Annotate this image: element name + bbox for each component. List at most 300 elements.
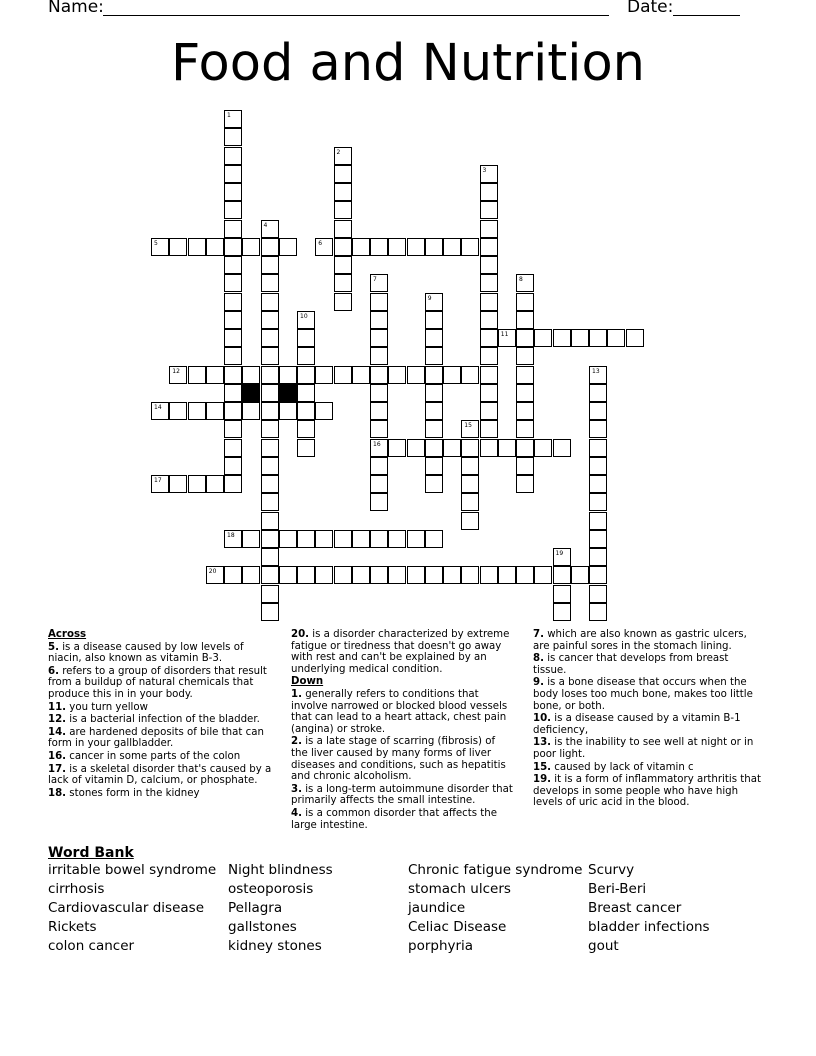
crossword-cell[interactable] [589,402,607,420]
clue-number: 5 [154,239,158,247]
crossword-cell[interactable] [553,439,571,457]
crossword-cell[interactable] [224,201,242,219]
crossword-cell[interactable] [370,566,388,584]
word-bank-item: Celiac Disease [408,919,507,935]
crossword-cell[interactable] [352,238,370,256]
clue-down [291,736,513,782]
clue-num: 9. [533,677,544,689]
clue-down [533,653,763,676]
crossword-cell[interactable] [425,238,443,256]
crossword-cell[interactable] [534,566,552,584]
crossword-cell[interactable] [516,384,534,402]
clue-number: 20 [208,568,217,576]
crossword-cell[interactable] [370,475,388,493]
crossword-cell[interactable] [334,183,352,201]
crossword-cell[interactable] [261,566,279,584]
crossword-cell[interactable] [315,402,333,420]
crossword-cell[interactable] [261,384,279,402]
crossword-cell[interactable] [425,475,443,493]
crossword-cell[interactable] [151,402,169,420]
crossword-cell[interactable] [334,165,352,183]
crossword-cell[interactable] [425,311,443,329]
crossword-cell[interactable] [407,366,425,384]
crossword-cell[interactable] [242,530,260,548]
crossword-cell[interactable] [480,329,498,347]
crossword-cell[interactable] [224,128,242,146]
crossword-cell[interactable] [388,366,406,384]
crossword-cell[interactable] [480,293,498,311]
crossword-cell[interactable] [589,457,607,475]
clue-number: 18 [227,531,235,539]
crossword-cell[interactable] [370,457,388,475]
crossword-cell[interactable] [370,347,388,365]
crossword-cell[interactable] [334,293,352,311]
crossword-cell[interactable] [553,603,571,621]
clue-text: stones form in the kidney [66,787,200,799]
crossword-cell[interactable] [224,457,242,475]
crossword-cell[interactable] [261,585,279,603]
crossword-cell[interactable] [224,256,242,274]
crossword-cell[interactable] [224,384,242,402]
crossword-cell[interactable] [224,475,242,493]
crossword-cell[interactable] [553,548,571,566]
word-bank-item: kidney stones [228,938,322,954]
crossword-cell[interactable] [261,238,279,256]
clue-across [48,764,273,787]
word-bank-item: Rickets [48,919,97,935]
crossword-cell[interactable] [261,512,279,530]
clue-text: caused by lack of vitamin c [551,761,694,773]
crossword-cell[interactable] [188,238,206,256]
crossword-cell[interactable] [242,402,260,420]
crossword-cell[interactable] [589,329,607,347]
crossword-cell[interactable] [242,238,260,256]
crossword-cell[interactable] [334,530,352,548]
crossword-cell[interactable] [480,201,498,219]
clue-number: 10 [300,312,308,320]
crossword-cell[interactable] [480,183,498,201]
clue-num: 16. [48,750,67,762]
crossword-cell[interactable] [425,384,443,402]
crossword-cell[interactable] [498,439,516,457]
crossword-cell[interactable] [169,238,187,256]
crossword-cell[interactable] [370,366,388,384]
crossword-cell[interactable] [261,366,279,384]
crossword-cell[interactable] [589,366,607,384]
crossword-cell[interactable] [443,238,461,256]
crossword-cell[interactable] [224,238,242,256]
date-label: Date: [627,0,674,17]
clue-num: 18. [48,787,67,799]
crossword-cell[interactable] [297,329,315,347]
clue-number: 4 [263,221,268,229]
crossword-cell[interactable] [388,566,406,584]
clue-text: is a late stage of scarring (fibrosis) of the liver caused by many forms of liver diseases and conditions, such as hepatitis and chronic alcoholism. [291,736,506,783]
crossword-cell[interactable] [589,603,607,621]
clue-number: 9 [427,294,432,302]
crossword-cell[interactable] [297,420,315,438]
crossword-cell[interactable] [498,329,516,347]
word-bank-item: Scurvy [588,862,635,878]
word-bank-item: gout [588,938,619,954]
crossword-cell[interactable] [425,329,443,347]
page-title: Food and Nutrition [171,34,645,93]
clue-num: 2. [291,736,302,748]
crossword-cell[interactable] [370,384,388,402]
crossword-cell[interactable] [242,366,260,384]
clue-across [48,714,273,726]
crossword-cell[interactable] [261,256,279,274]
crossword-cell[interactable] [188,402,206,420]
crossword-cell[interactable] [224,293,242,311]
clue-num: 5. [48,641,59,653]
crossword-cell[interactable] [589,566,607,584]
crossword-cell[interactable] [516,420,534,438]
crossword-cell[interactable] [334,566,352,584]
clue-down [533,713,763,736]
clue-number: 13 [592,367,600,375]
crossword-cell[interactable] [370,402,388,420]
clue-number: 3 [482,166,487,174]
crossword-cell[interactable] [370,530,388,548]
crossword-cell[interactable] [553,566,571,584]
clue-num: 11. [48,701,67,713]
crossword-cell[interactable] [261,311,279,329]
word-bank-item: Pellagra [228,900,283,916]
clue-text: is a skeletal disorder that's caused by a lack of vitamin D, calcium, or phosphate. [48,763,272,787]
crossword-cell[interactable] [334,256,352,274]
clue-num: 6. [48,665,59,677]
word-bank-item: Breast cancer [588,900,682,916]
crossword-cell[interactable] [261,493,279,511]
crossword-cell[interactable] [626,329,644,347]
crossword-cell[interactable] [224,165,242,183]
clues-column-3 [533,629,763,810]
crossword-cell[interactable] [334,238,352,256]
word-bank-item: Night blindness [228,862,333,878]
crossword-cell[interactable] [169,402,187,420]
crossword-cell[interactable] [589,475,607,493]
crossword-cell[interactable] [334,201,352,219]
crossword-cell[interactable] [516,329,534,347]
crossword-cell[interactable] [370,329,388,347]
clue-num: 8. [533,653,544,665]
crossword-cell[interactable] [425,293,443,311]
crossword-cell[interactable] [516,347,534,365]
crossword-cell[interactable] [516,274,534,292]
crossword-cell[interactable] [206,366,224,384]
crossword-cell[interactable] [407,439,425,457]
crossword-cell[interactable] [516,457,534,475]
crossword-cell[interactable] [297,566,315,584]
crossword-black-cell [279,384,297,402]
crossword-cell[interactable] [607,329,625,347]
crossword-cell[interactable] [425,457,443,475]
crossword-cell[interactable] [206,566,224,584]
crossword-cell[interactable] [261,293,279,311]
crossword-cell[interactable] [297,384,315,402]
crossword-cell[interactable] [188,475,206,493]
crossword-cell[interactable] [279,238,297,256]
clue-text: is the inability to see well at night or in poor light. [533,737,754,760]
crossword-cell[interactable] [589,439,607,457]
crossword-cell[interactable] [315,530,333,548]
crossword-cell[interactable] [279,402,297,420]
clue-num: 10. [533,713,552,725]
clue-down [291,689,513,735]
crossword-cell[interactable] [461,238,479,256]
crossword-cell[interactable] [480,366,498,384]
clue-number: 12 [172,367,180,375]
crossword-cell[interactable] [224,402,242,420]
clue-number: 7 [373,276,377,284]
clue-num: 4. [291,807,302,819]
clue-down [533,774,763,809]
crossword-cell[interactable] [461,366,479,384]
crossword-cell[interactable] [224,366,242,384]
word-bank-item: Cardiovascular disease [48,900,205,916]
crossword-cell[interactable] [534,329,552,347]
word-bank-item: stomach ulcers [408,881,511,897]
crossword-cell[interactable] [443,566,461,584]
crossword-cell[interactable] [261,439,279,457]
clue-text: is a disorder characterized by extreme fatigue or tiredness that doesn't go away with rest and can't be explained by an underlying medical condition. [291,629,510,675]
crossword-cell[interactable] [224,347,242,365]
clue-num: 7. [533,629,544,640]
crossword-cell[interactable] [589,512,607,530]
name-label: Name: [48,0,104,17]
crossword-cell[interactable] [206,402,224,420]
crossword-cell[interactable] [224,311,242,329]
crossword-cell[interactable] [443,366,461,384]
crossword-cell[interactable] [297,439,315,457]
crossword-cell[interactable] [553,585,571,603]
crossword-cell[interactable] [589,548,607,566]
clue-number: 15 [464,422,472,430]
crossword-cell[interactable] [224,530,242,548]
crossword-cell[interactable] [297,311,315,329]
crossword-cell[interactable] [261,347,279,365]
word-bank-item: Chronic fatigue syndrome [408,862,583,878]
crossword-cell[interactable] [261,402,279,420]
crossword-cell[interactable] [261,274,279,292]
crossword-cell[interactable] [261,420,279,438]
crossword-cell[interactable] [224,439,242,457]
crossword-cell[interactable] [516,311,534,329]
crossword-cell[interactable] [461,566,479,584]
crossword-cell[interactable] [334,274,352,292]
crossword-cell[interactable] [188,366,206,384]
crossword-cell[interactable] [461,439,479,457]
crossword-cell[interactable] [297,402,315,420]
crossword-cell[interactable] [151,475,169,493]
crossword-cell[interactable] [516,475,534,493]
clue-down [291,808,513,831]
clue-number: 19 [555,550,564,557]
crossword-cell[interactable] [425,402,443,420]
crossword-cell[interactable] [279,366,297,384]
crossword-cell[interactable] [151,238,169,256]
crossword-cell[interactable] [480,238,498,256]
clue-num: 19. [533,774,552,786]
crossword-cell[interactable] [169,475,187,493]
crossword-cell[interactable] [461,512,479,530]
crossword-cell[interactable] [279,530,297,548]
crossword-cell[interactable] [297,530,315,548]
clue-down [533,677,763,712]
crossword-cell[interactable] [261,530,279,548]
clue-number: 16 [373,440,381,448]
crossword-cell[interactable] [261,603,279,621]
crossword-cell[interactable] [370,493,388,511]
crossword-cell[interactable] [480,256,498,274]
crossword-cell[interactable] [589,384,607,402]
clue-num: 20. [291,629,310,640]
crossword-cell[interactable] [370,293,388,311]
crossword-cell[interactable] [589,585,607,603]
crossword-cell[interactable] [516,293,534,311]
crossword-cell[interactable] [206,475,224,493]
crossword-cell[interactable] [425,347,443,365]
crossword-cell[interactable] [315,566,333,584]
crossword-cell[interactable] [425,366,443,384]
crossword-cell[interactable] [370,274,388,292]
crossword-cell[interactable] [425,420,443,438]
crossword-cell[interactable] [352,530,370,548]
crossword-cell[interactable] [425,566,443,584]
crossword-cell[interactable] [388,530,406,548]
crossword-cell[interactable] [334,366,352,384]
crossword-cell[interactable] [461,457,479,475]
clue-text: you turn yellow [66,701,148,713]
clue-across [48,642,273,665]
crossword-cell[interactable] [516,402,534,420]
clue-across [291,629,513,675]
crossword-cell[interactable] [334,147,352,165]
crossword-cell[interactable] [571,329,589,347]
clue-across [48,788,273,800]
clue-num: 17. [48,763,67,775]
crossword-cell[interactable] [516,366,534,384]
word-bank-item: irritable bowel syndrome [48,862,217,878]
crossword-cell[interactable] [370,311,388,329]
crossword-cell[interactable] [516,439,534,457]
crossword-cell[interactable] [407,238,425,256]
word-bank-item: gallstones [228,919,297,935]
crossword-cell[interactable] [224,566,242,584]
crossword-cell[interactable] [224,147,242,165]
clue-down [533,629,763,652]
crossword-cell[interactable] [571,566,589,584]
crossword-cell[interactable] [407,530,425,548]
word-bank-item: osteoporosis [228,881,314,897]
crossword-cell[interactable] [480,311,498,329]
crossword-cell[interactable] [352,366,370,384]
crossword-cell[interactable] [224,274,242,292]
crossword-black-cell [242,384,260,402]
clue-number: 14 [154,404,162,411]
crossword-cell[interactable] [480,402,498,420]
crossword-cell[interactable] [297,366,315,384]
crossword-cell[interactable] [315,238,333,256]
crossword-cell[interactable] [297,347,315,365]
crossword-cell[interactable] [242,566,260,584]
crossword-cell[interactable] [388,238,406,256]
crossword-cell[interactable] [224,183,242,201]
clue-text: which are also known as gastric ulcers, are painful sores in the stomach lining. [533,629,747,652]
clue-text: are hardened deposits of bile that can form in your gallbladder. [48,726,264,750]
clue-down [533,762,763,774]
word-bank [48,845,788,954]
word-bank-item: jaundice [408,900,466,916]
crossword-cell[interactable] [589,493,607,511]
crossword-cell[interactable] [425,530,443,548]
clue-across [48,751,273,763]
crossword-cell[interactable] [589,530,607,548]
clue-number: 8 [519,276,523,284]
crossword-cell[interactable] [206,238,224,256]
crossword-cell[interactable] [498,566,516,584]
crossword-cell[interactable] [480,566,498,584]
crossword-cell[interactable] [261,329,279,347]
crossword-cell[interactable] [370,439,388,457]
crossword-cell[interactable] [553,329,571,347]
crossword-cell[interactable] [480,439,498,457]
crossword-cell[interactable] [370,238,388,256]
clue-text: is cancer that develops from breast tissue. [533,653,729,676]
crossword-cell[interactable] [407,566,425,584]
crossword-cell[interactable] [261,220,279,238]
crossword-cell[interactable] [480,165,498,183]
crossword-cell[interactable] [480,384,498,402]
crossword-cell[interactable] [261,548,279,566]
crossword-cell[interactable] [261,475,279,493]
clue-number: 1 [227,112,231,119]
clue-num: 12. [48,714,67,726]
crossword-cell[interactable] [370,420,388,438]
crossword-cell[interactable] [224,420,242,438]
word-bank-item: Beri-Beri [588,881,647,897]
crossword-cell[interactable] [480,220,498,238]
crossword-cell[interactable] [261,457,279,475]
crossword-cell[interactable] [480,274,498,292]
crossword-cell[interactable] [224,110,242,128]
clues-column-2 [291,629,513,832]
crossword-cell[interactable] [224,329,242,347]
crossword-cell[interactable] [534,439,552,457]
crossword-cell[interactable] [352,566,370,584]
crossword-cell[interactable] [589,420,607,438]
clue-text: is a bone disease that occurs when the body loses too much bone, makes too little bone, or both. [533,677,753,712]
down-heading: Down [291,676,324,688]
crossword-cell[interactable] [461,475,479,493]
crossword-cell[interactable] [388,439,406,457]
crossword-cell[interactable] [480,420,498,438]
crossword-cell[interactable] [224,220,242,238]
crossword-cell[interactable] [480,347,498,365]
crossword-cell[interactable] [516,566,534,584]
crossword-cell[interactable] [461,493,479,511]
crossword-cell[interactable] [443,439,461,457]
crossword-cell[interactable] [425,439,443,457]
crossword-cell[interactable] [169,366,187,384]
crossword-cell[interactable] [334,220,352,238]
clue-num: 13. [533,737,552,749]
crossword-cell[interactable] [461,420,479,438]
clue-number: 17 [154,477,162,484]
crossword-cell[interactable] [315,366,333,384]
crossword-cell[interactable] [279,566,297,584]
